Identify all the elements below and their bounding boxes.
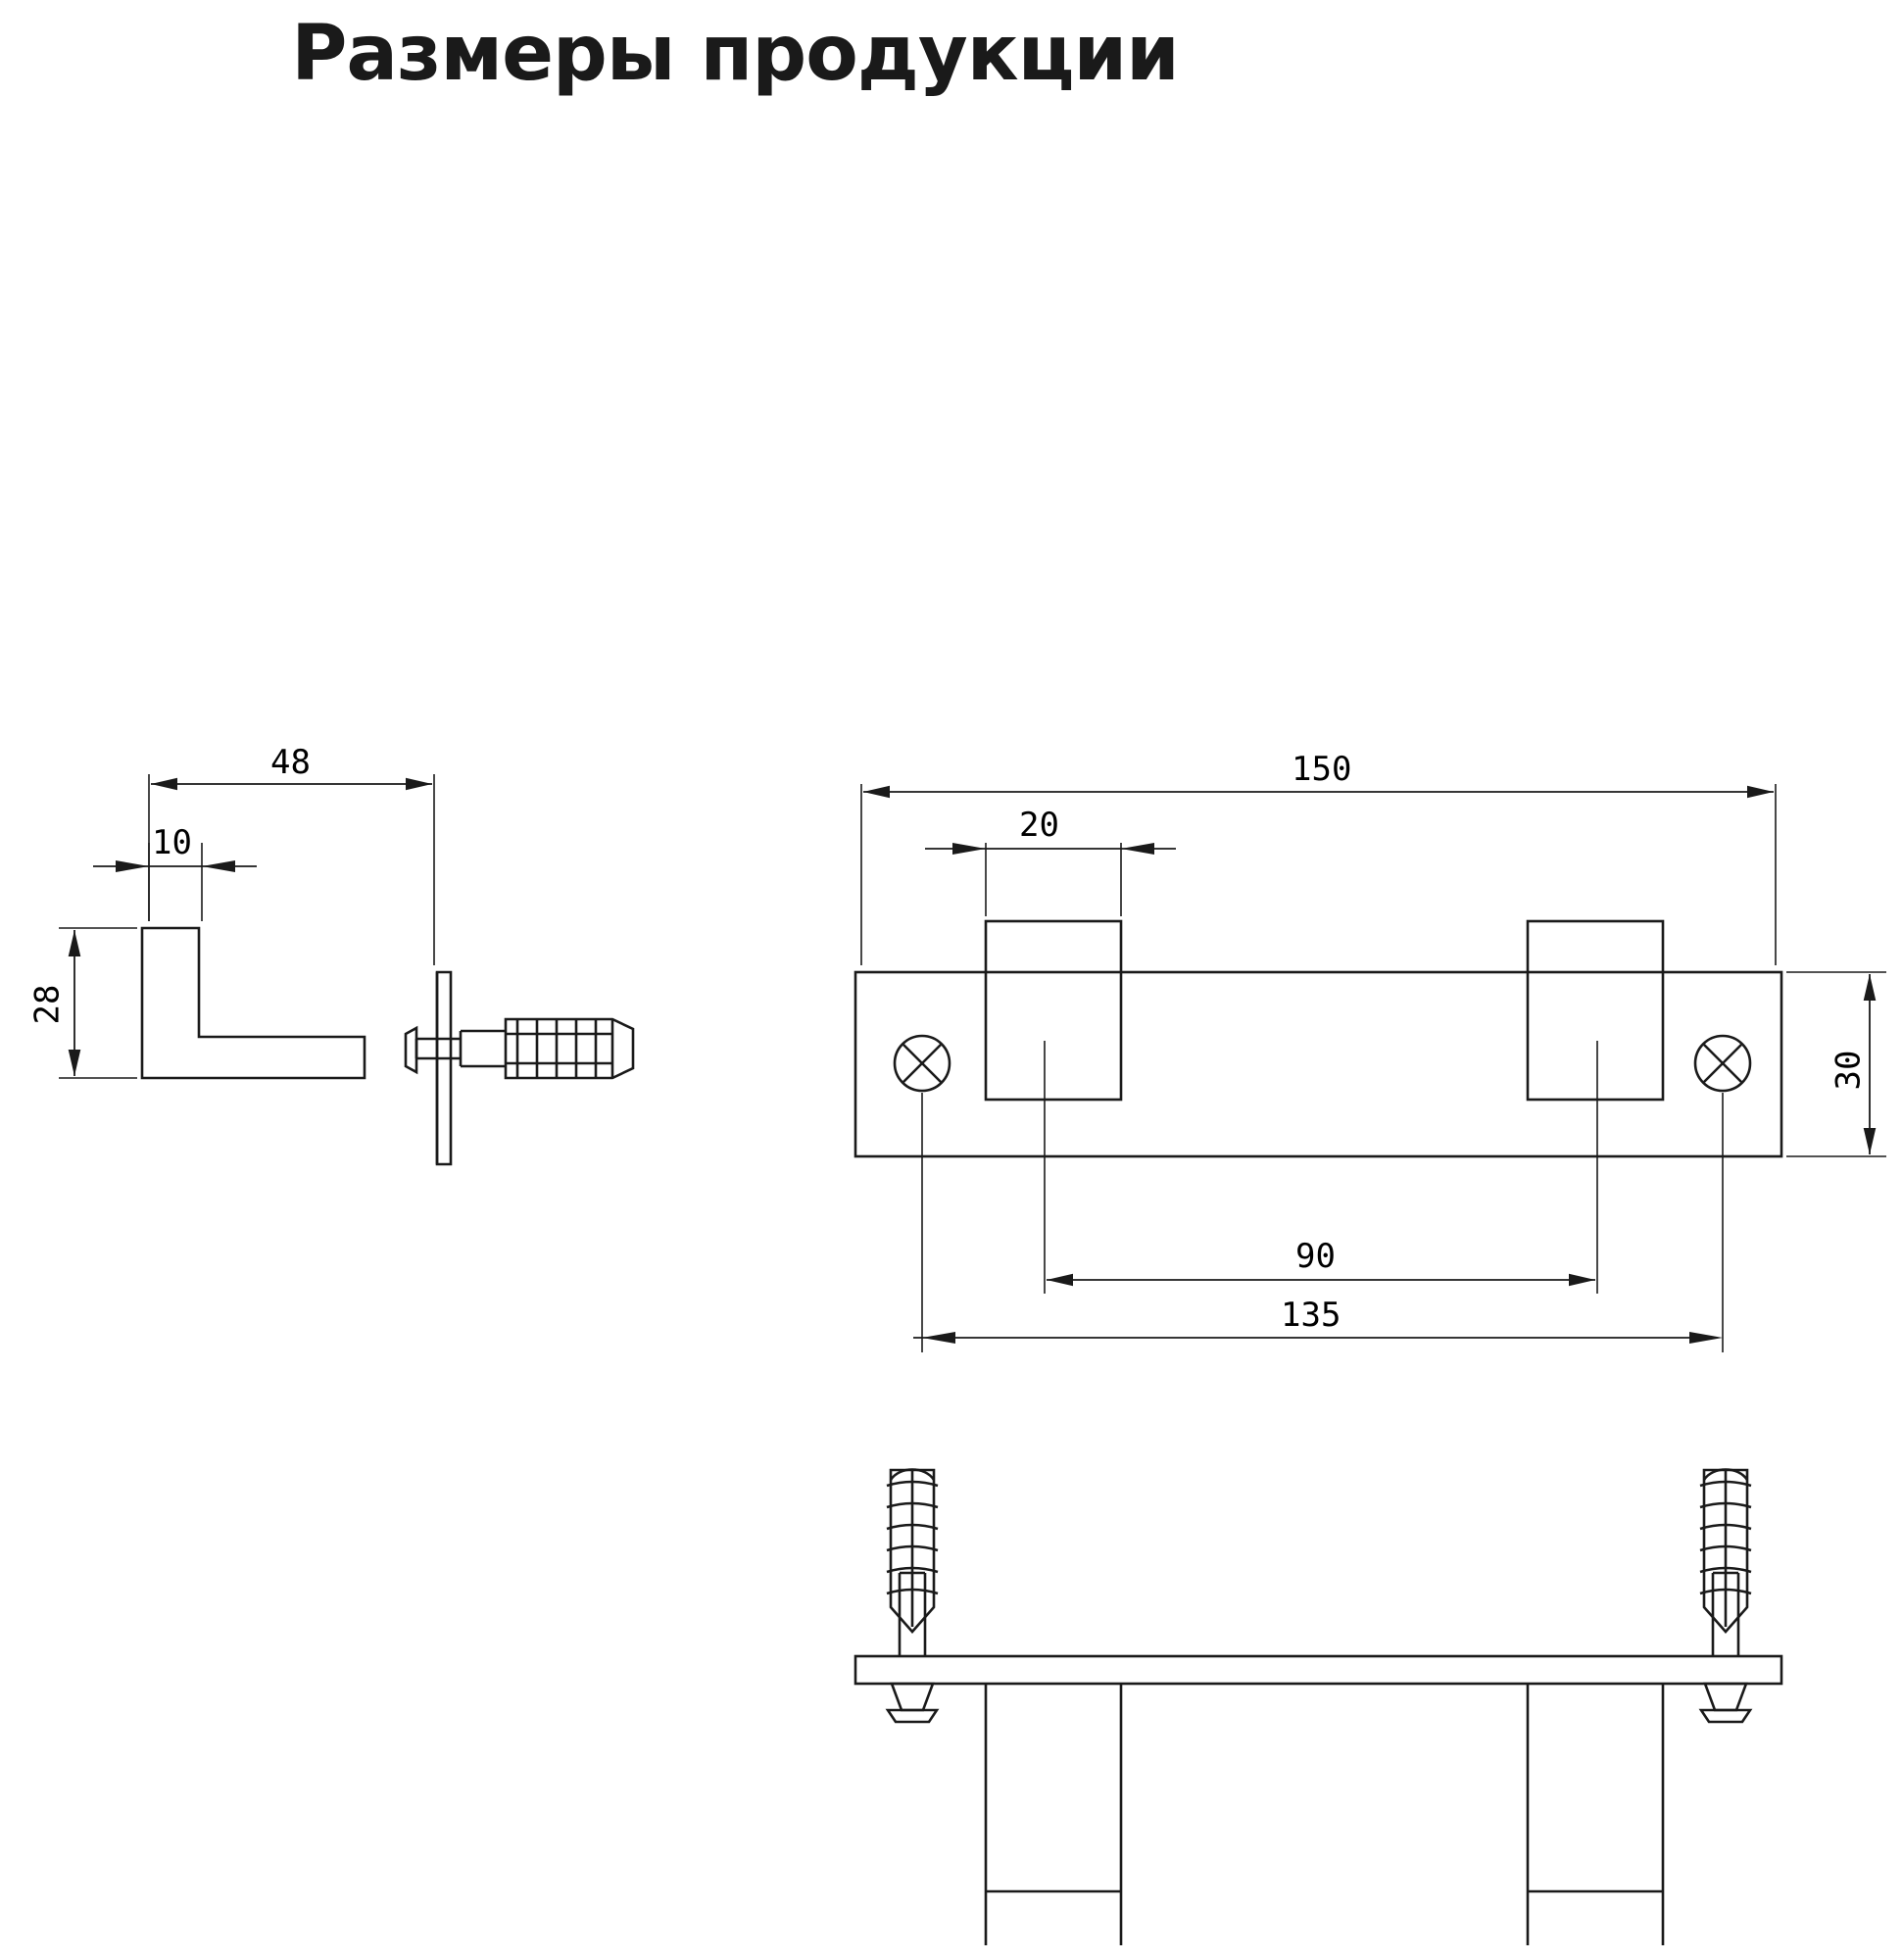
dimension-label-10: 10: [152, 823, 192, 862]
dimension-label-90: 90: [1295, 1237, 1336, 1276]
front-view-geometry: [855, 921, 1781, 1156]
top-view-geometry: [855, 1470, 1781, 1946]
left-anchor-assembly: [887, 1470, 938, 1723]
dimension-20: [925, 843, 1176, 916]
dimension-label-20: 20: [1019, 806, 1059, 845]
dimension-label-48: 48: [270, 743, 311, 782]
dimension-label-135: 135: [1281, 1296, 1341, 1335]
side-view-geometry: [142, 928, 633, 1164]
dimension-28: [59, 928, 137, 1078]
right-anchor-assembly: [1700, 1470, 1751, 1723]
dimension-label-30: 30: [1829, 1050, 1869, 1091]
dimension-label-150: 150: [1292, 750, 1352, 789]
dimension-150: [861, 784, 1776, 965]
dimension-label-28: 28: [27, 984, 68, 1025]
page-title: Размеры продукции: [291, 10, 1179, 98]
dimension-48: [149, 774, 434, 965]
